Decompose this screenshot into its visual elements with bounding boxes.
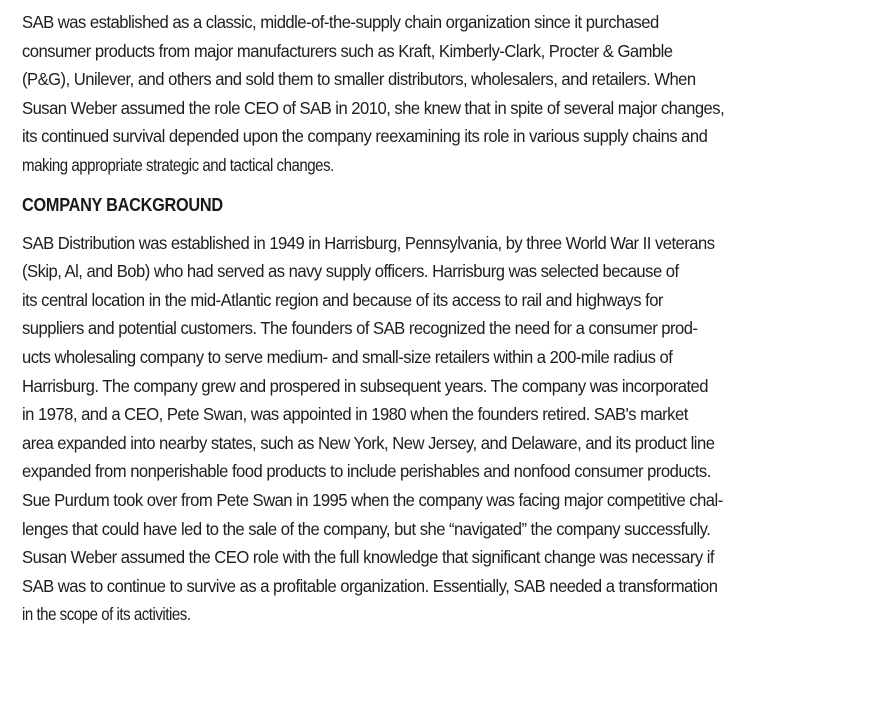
paragraph-line: SAB was established as a classic, middle-of-the-supply chain organization since it purchased — [22, 12, 659, 32]
paragraph-line: Susan Weber assumed the role CEO of SAB in 2010, she knew that in spite of several major changes, — [22, 97, 725, 118]
company-background-paragraph — [22, 229, 858, 629]
paragraph-line: Susan Weber assumed the CEO role with the full knowledge that significant change was necessary if — [22, 547, 715, 568]
paragraph-line: expanded from nonperishable food products to include perishables and nonfood consumer products. — [22, 461, 711, 482]
paragraph-line: ucts wholesaling company to serve medium- and small-size retailers within a 200-mile radius of — [22, 346, 673, 367]
paragraph-line: in the scope of its activities. — [22, 604, 191, 625]
paragraph-line: its central location in the mid-Atlantic region and because of its access to rail and highways for — [22, 289, 663, 310]
paragraph-line: consumer products from major manufacturers such as Kraft, Kimberly-Clark, Procter & Gamble — [22, 40, 673, 61]
paragraph-line: area expanded into nearby states, such as New York, New Jersey, and Delaware, and its product line — [22, 432, 715, 453]
paragraph-line: in 1978, and a CEO, Pete Swan, was appointed in 1980 when the founders retired. SAB's market — [22, 404, 688, 425]
paragraph-line: SAB Distribution was established in 1949 in Harrisburg, Pennsylvania, by three World War II veterans — [22, 232, 715, 253]
paragraph-line: its continued survival depended upon the company reexamining its role in various supply chains and — [22, 126, 708, 147]
document-page — [22, 8, 858, 629]
paragraph-line: (Skip, Al, and Bob) who had served as navy supply officers. Harrisburg was selected because of — [22, 261, 679, 282]
paragraph-line: making appropriate strategic and tactical changes. — [22, 154, 334, 175]
paragraph-line: suppliers and potential customers. The founders of SAB recognized the need for a consumer prod- — [22, 318, 698, 339]
paragraph-line: Sue Purdum took over from Pete Swan in 1995 when the company was facing major competitive chal- — [22, 489, 723, 510]
paragraph-line: lenges that could have led to the sale of the company, but she “navigated” the company successfully. — [22, 518, 711, 539]
paragraph-line: Harrisburg. The company grew and prospered in subsequent years. The company was incorporated — [22, 375, 708, 396]
paragraph-line: (P&G), Unilever, and others and sold them to smaller distributors, wholesalers, and retailers. When — [22, 69, 696, 90]
intro-paragraph — [22, 8, 858, 180]
section-heading: COMPANY BACKGROUND — [22, 193, 223, 215]
paragraph-line: SAB was to continue to survive as a profitable organization. Essentially, SAB needed a transformation — [22, 575, 718, 596]
